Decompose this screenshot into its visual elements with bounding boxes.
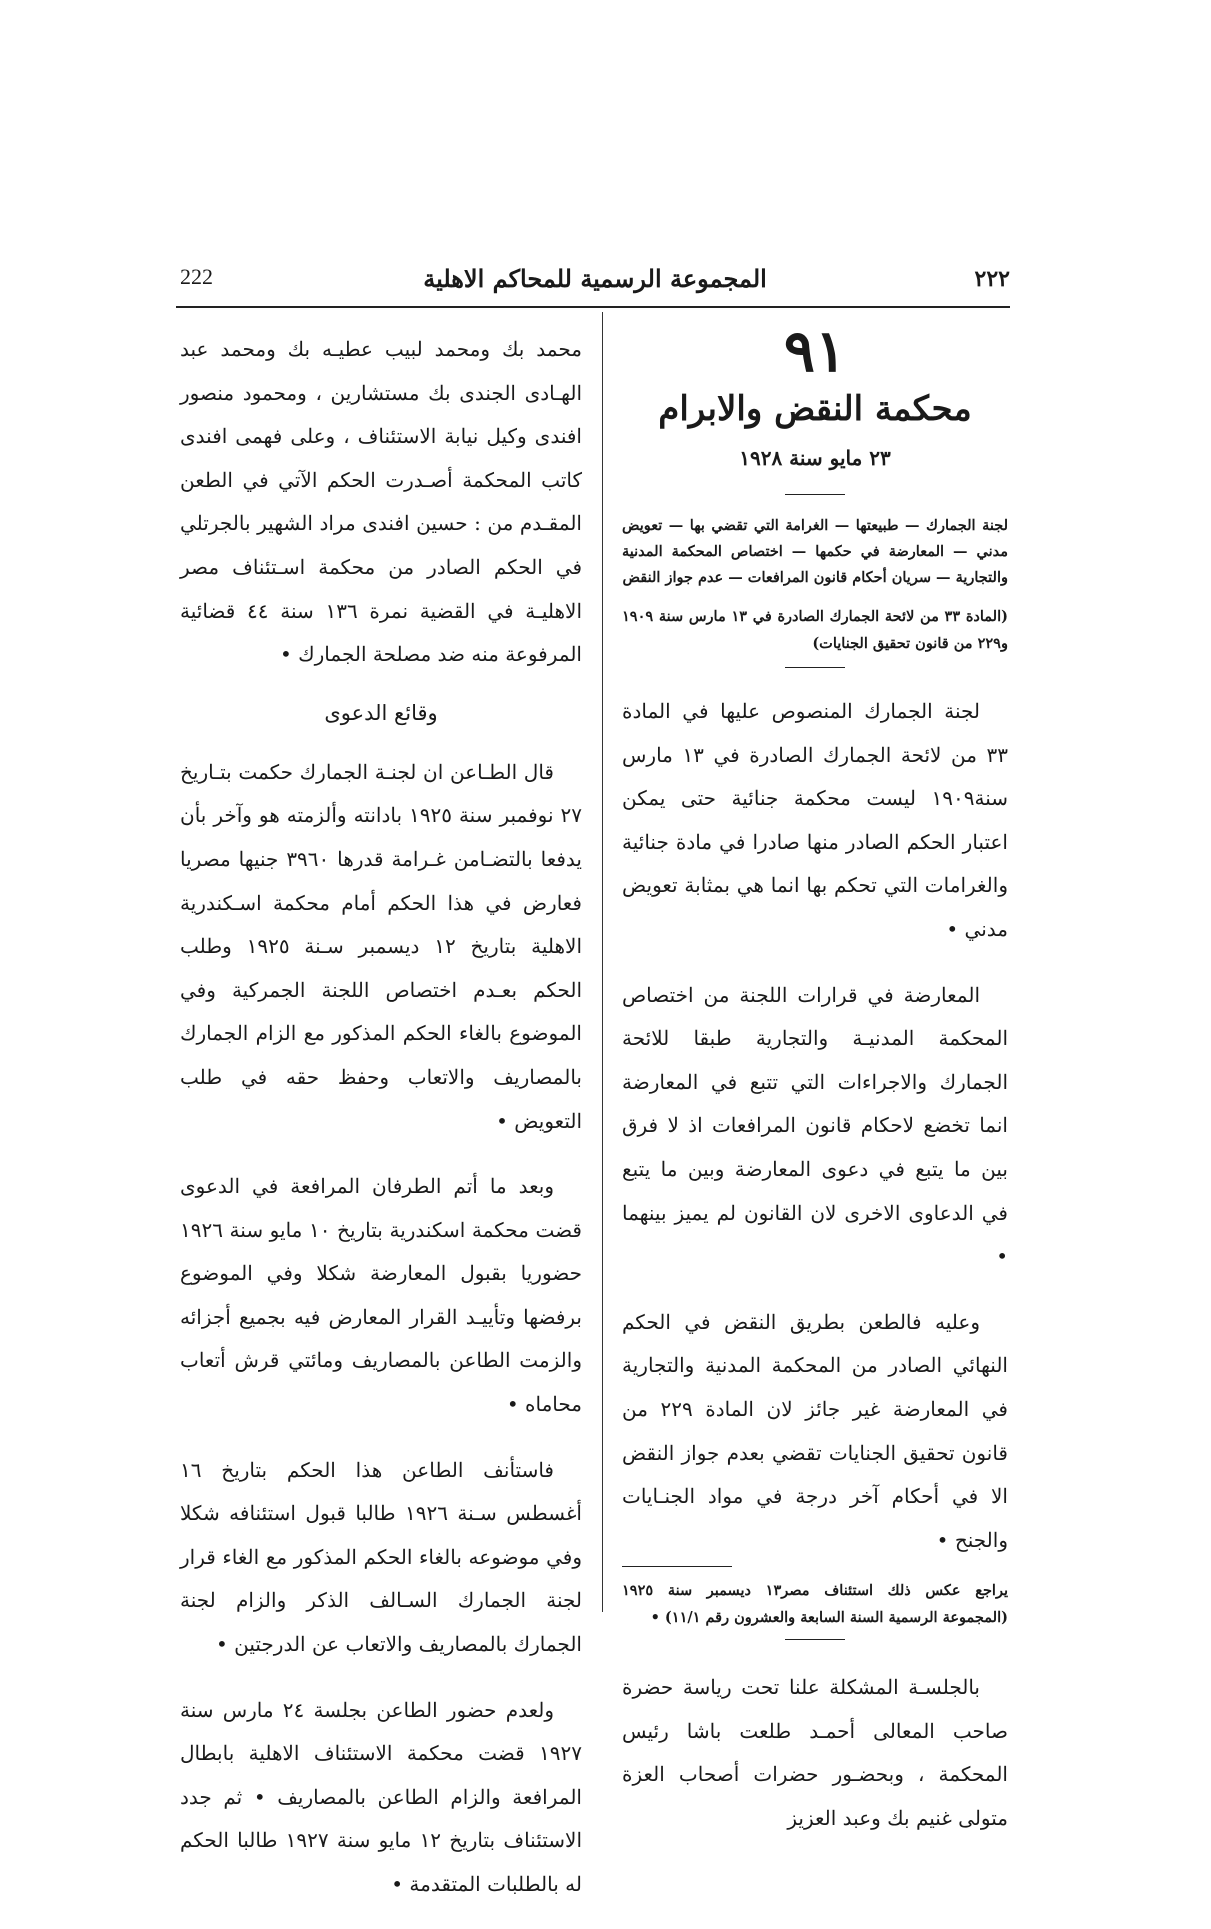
footnote-rule <box>622 1566 732 1567</box>
facts-paragraph: فاستأنف الطاعن هذا الحكم بتاريخ ١٦ أغسطس سـنة ١٩٢٦ طالبا قبول استئنافه شكلا وفي موضوعه بالغاء الحكم المذكور مع الغاء قرار لجنة الجمارك السـالف الذكر والزام لجنة الجمارك بالمصاريف والاتعاب عن الدرجتين • <box>180 1457 582 1657</box>
right-column <box>622 318 1008 1863</box>
divider-rule <box>785 1639 845 1640</box>
facts-paragraph: قال الطـاعن ان لجنـة الجمارك حكمت بتـاريخ ٢٧ نوفمبر سنة ١٩٢٥ بادانته وألزمته هو وآخر بأن يدفعا بالتضـامن غـرامة قدرها ٣٩٦٠ جنيها مصريا فعارض في هذا الحكم أمام محكمة اسـكندرية الاهلية بتاريخ ١٢ ديسمبر سـنة ١٩٢٥ وطلب الحكم بعـدم اختصاص اللجنة الجمركية وفي الموضوع بالغاء الحكم المذكور مع الزام الجمارك بالمصاريف والاتعاب وحفظ حقه في طلب التعويض • <box>180 759 583 1133</box>
legal-reference: (المادة ٣٣ من لائحة الجمارك الصادرة في ١٣ مارس سنة ١٩٠٩ و٢٢٩ من قانون تحقيق الجنايات) <box>622 608 1008 652</box>
left-column <box>180 328 582 1929</box>
facts-paragraph: وبعد ما أتم الطرفان المرافعة في الدعوى قضت محكمة اسكندرية بتاريخ ١٠ مايو سنة ١٩٢٦ حضوريا بقبول المعارضة شكلا وفي الموضوع برفضها وتأييـد القرار المعارض فيه بجميع أجزائه والزمت الطاعن بالمصاريف ومائتي قرش أتعاب محاماه • <box>180 1174 582 1417</box>
principle-paragraph: وعليه فالطعن بطريق النقض في الحكم النهائي الصادر من المحكمة المدنية والتجارية في المعارضة غير جائز لان المادة ٢٢٩ من قانون تحقيق الجنايات تقضي بعدم جواز النقض الا في أحكام آخر درجة في مواد الجنـايات والجنح • <box>622 1309 1008 1552</box>
case-number: ٩١ <box>783 317 847 385</box>
principle-paragraph: لجنة الجمارك المنصوص عليها في المادة ٣٣ من لائحة الجمارك الصادرة في ١٣ مارس سنة١٩٠٩ ليست محكمة جنائية حتى يمكن اعتبار الحكم الصادر منها صادرا في مادة جنائية والغرامات التي تحكم بها انما هي بمثابة تعويض مدني • <box>622 699 1008 941</box>
session-paragraph: بالجلسـة المشكلة علنا تحت رياسة حضرة صاحب المعالى أحمـد طلعت باشا رئيس المحكمة ، وبحضـور حضرات أصحاب العزة متولى غنيم بك وعبد العزيز <box>622 1675 1008 1831</box>
page-number-latin: 222 <box>180 264 213 289</box>
continuation-paragraph: محمد بك ومحمد لبيب عطيـه بك ومحمد عبد الهـادى الجندى بك مستشارين ، ومحمود منصور افندى وكيل نيابة الاستئناف ، وعلى فهمى افندى كاتب المحكمة أصـدرت الحكم الآتي في الطعن المقـدم من : حسين افندى مراد الشهير بالجرتلي في الحكم الصادر من محكمة اسـتئناف مصر الاهليـة في القضية نمرة ١٣٦ سنة ٤٤ قضائية المرفوعة منه ضد مصلحة الجمارك • <box>180 337 583 667</box>
column-divider <box>602 312 603 1612</box>
header-rule <box>176 306 1010 308</box>
footnote: يراجع عكس ذلك استئناف مصر١٣ ديسمبر سنة ١٩٢٥ (المجموعة الرسمية السنة السابعة والعشرون رقم ١١/١) • <box>622 1582 1008 1627</box>
section-heading: وقائع الدعوى <box>324 700 438 725</box>
page-header <box>180 262 1010 302</box>
keywords-summary: لجنة الجمارك — طبيعتها — الغرامة التي تقضي بها — تعويض مدني — المعارضة في حكمها — اختصاص المحكمة المدنية والتجارية — سريان أحكام قانون المرافعات — عدم جواز النقض <box>622 517 1008 586</box>
page-number-arabic: ٢٢٢ <box>974 266 1010 292</box>
principle-paragraph: المعارضة في قرارات اللجنة من اختصاص المحكمة المدنيـة والتجارية طبقا للائحة الجمارك والاجراءات التي تتبع في المعارضة انما تخضع لاحكام قانون المرافعات اذ لا فرق بين ما يتبع في دعوى المعارضة وبين ما يتبع في الدعاوى الاخرى لان القانون لم يميز بينهما • <box>622 982 1008 1269</box>
divider-rule <box>785 494 845 495</box>
case-date: ٢٣ مايو سنة ١٩٢٨ <box>739 446 891 470</box>
running-title: المجموعة الرسمية للمحاكم الاهلية <box>423 264 767 293</box>
court-name: محكمة النقض والابرام <box>658 389 972 429</box>
facts-paragraph: ولعدم حضور الطاعن بجلسة ٢٤ مارس سنة ١٩٢٧ قضت محكمة الاستئناف الاهلية بابطال المرافعة والزام الطاعن بالمصاريف • ثم جدد الاستئناف بتاريخ ١٢ مايو سنة ١٩٢٧ طالبا الحكم له بالطلبات المتقدمة • <box>180 1697 583 1896</box>
divider-rule <box>785 667 845 668</box>
